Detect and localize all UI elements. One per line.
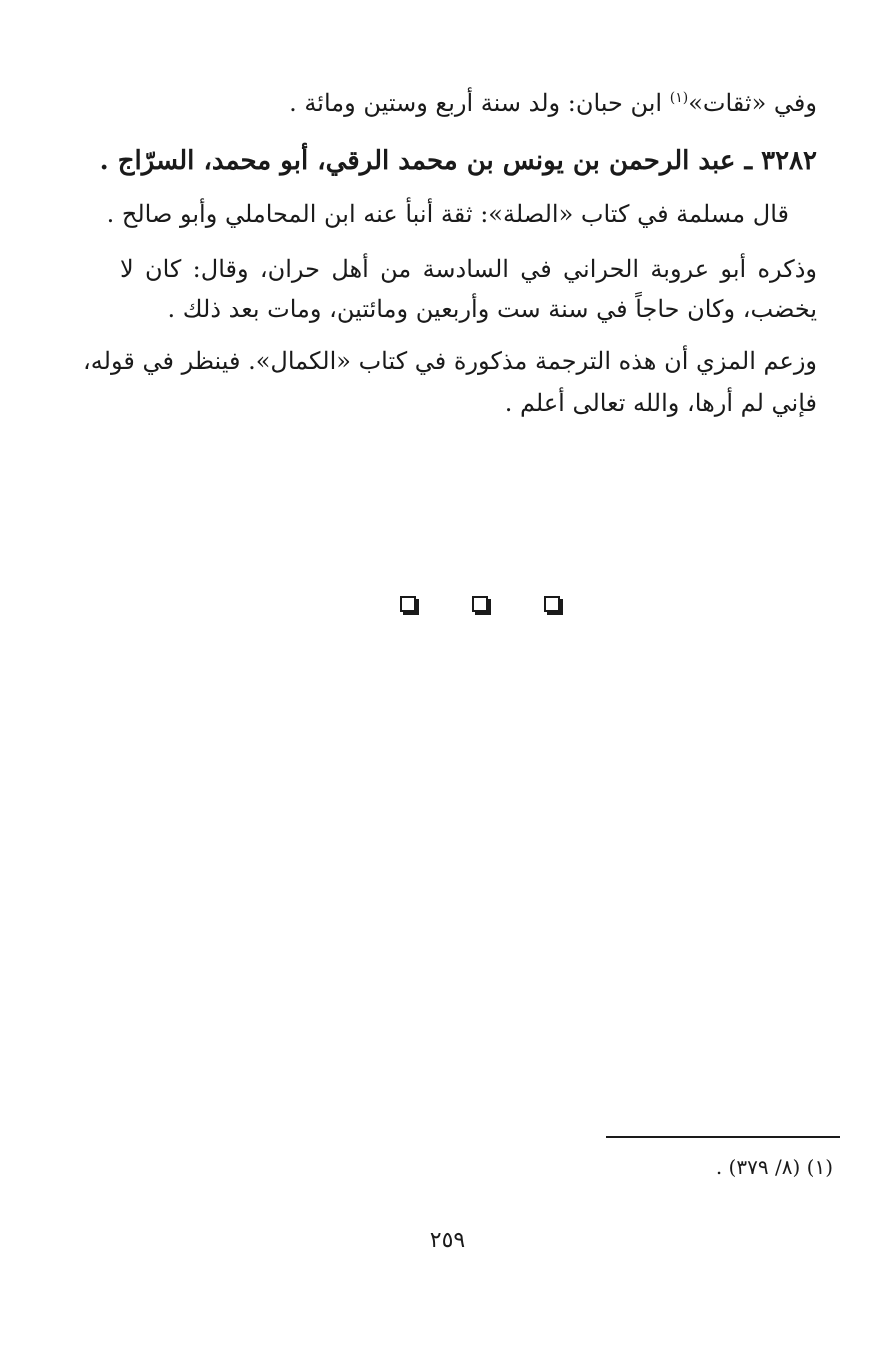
entry-title: ٣٢٨٢ ـ عبد الرحمن بن يونس بن محمد الرقي، أبو محمد، السرّاج .: [99, 146, 817, 176]
square-ornament-icon: [544, 596, 560, 612]
paragraph-2-line-2: يخضب، وكان حاجاً في سنة ست وأربعين ومائتين، ومات بعد ذلك .: [167, 295, 817, 323]
section-end-ornaments: [400, 596, 560, 612]
paragraph-3-line-1: وزعم المزي أن هذه الترجمة مذكورة في كتاب «الكمال». فينظر في قوله،: [83, 347, 817, 375]
square-ornament-icon: [400, 596, 416, 612]
footnote-separator: [606, 1136, 840, 1138]
previous-entry-text-end: ابن حبان: ولد سنة أربع وستين ومائة .: [289, 89, 670, 117]
paragraph-3-line-2: فإني لم أرها، والله تعالى أعلم .: [504, 389, 817, 417]
page-number: ٢٥٩: [429, 1228, 466, 1253]
previous-entry-text-start: وفي «ثقات»: [688, 89, 817, 117]
paragraph-2-line-1: وذكره أبو عروبة الحراني في السادسة من أهل حران، وقال: كان لا: [120, 255, 817, 283]
previous-entry-line: [289, 86, 817, 120]
footnote-marker: (١): [669, 90, 689, 106]
square-ornament-icon: [472, 596, 488, 612]
paragraph-1: قال مسلمة في كتاب «الصلة»: ثقة أنبأ عنه ابن المحاملي وأبو صالح .: [106, 200, 789, 228]
footnote: (١) (٨/ ٣٧٩) .: [715, 1155, 833, 1179]
